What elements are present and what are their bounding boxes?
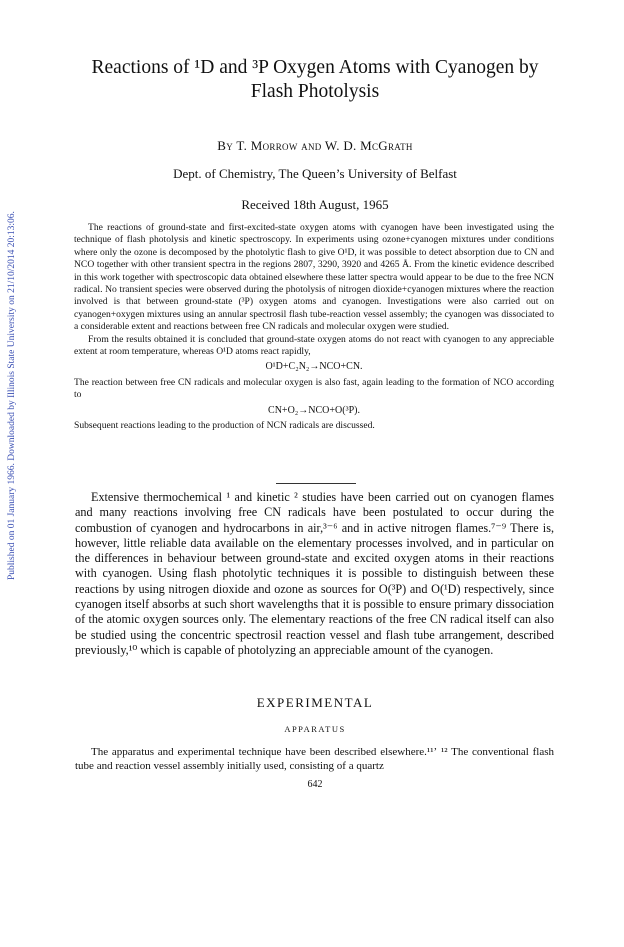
abstract [74, 222, 554, 433]
apparatus-text [75, 745, 554, 773]
body-paragraph: The apparatus and experimental technique have been described elsewhere.¹¹ʼ ¹² The conventional flash tube and reaction vessel assembly initially used, consisting of a quartz [75, 746, 554, 772]
equation: O¹D+C₂N₂→NCO+CN. [265, 361, 363, 373]
divider [276, 483, 356, 484]
title-line-2: Flash Photolysis [250, 81, 380, 102]
title-line-1: Reactions of ¹D and ³P Oxygen Atoms with Cyanogen by [91, 57, 539, 78]
received-date: Received 18th August, 1965 [241, 197, 389, 212]
abstract-paragraph: Subsequent reactions leading to the production of NCN radicals are discussed. [74, 420, 375, 432]
download-watermark: Published on 01 January 1966. Downloaded by Illinois State University on 21/10/2014 20:13:06. [7, 211, 17, 580]
paper-title [40, 56, 590, 104]
authors: By T. Morrow and W. D. McGrath [217, 138, 413, 153]
abstract-paragraph: From the results obtained it is concluded that ground-state oxygen atoms do not react with cyanogen to any appreciable extent at room temperature, whereas O¹D atoms react rapidly, [74, 333, 554, 358]
section-heading: EXPERIMENTAL [256, 695, 374, 710]
equation: CN+O₂→NCO+O(³P). [268, 404, 360, 416]
affiliation: Dept. of Chemistry, The Queen’s University of Belfast [173, 166, 457, 181]
abstract-paragraph: The reactions of ground-state and first-excited-state oxygen atoms with cyanogen have been investigated using the technique of flash photolysis and kinetic spectroscopy. In experiments using ozone+cyanogen mixtures under conditions where only the ozone is decomposed by the photolytic flash to give O¹D, it was possible to detect absorption due to CN and NCO together with other transient spectra in the regions 2807, 3290, 3920 and 4265 Å. From the kinetic evidence described in this work together with spectroscopic data obtained elsewhere these latter spectra would appear to be due to the free NCN radical. No transient species were observed during the photolysis of nitrogen dioxide+cyanogen mixtures where the reaction involved is that between ground-state (³P) oxygen atoms and cyanogen. Investigations were also carried out on cyanogen+oxygen mixtures using an annular spectrosil flash tube-reaction vessel assembly; the cyanogen was dissociated to a considerable extent and reactions between free CN radicals and molecular oxygen were studied. [74, 222, 554, 333]
introduction [75, 490, 554, 658]
subsection-heading: APPARATUS [284, 724, 346, 734]
page-number: 642 [307, 779, 323, 790]
abstract-paragraph: The reaction between free CN radicals and molecular oxygen is also fast, again leading to the formation of NCO according to [74, 376, 554, 401]
body-paragraph: Extensive thermochemical ¹ and kinetic ² studies have been carried out on cyanogen flames and many reactions involving free CN radicals have been postulated to occur during the combustion of cyanogen and hydrocarbons in air,³⁻⁶ and in active nitrogen flames.⁷⁻⁹ There is, however, little reliable data available on the elementary processes involved, and in particular on the differences in behaviour between ground-state and excited oxygen atoms in their reactions with cyanogen. Using flash photolytic techniques it is possible to distinguish between these reactions by using nitrogen dioxide and ozone as sources for O(³P) and O(¹D) respectively, since cyanogen itself absorbs at such short wavelengths that it is possible to ensure primary dissociation of the atomic oxygen sources only. The elementary reactions of the free CN radical itself can also be studied using the concentric spectrosil reaction vessel and flash tube arrangement, described previously,¹⁰ which is capable of photolyzing an appreciable amount of the cyanogen. [75, 490, 554, 657]
